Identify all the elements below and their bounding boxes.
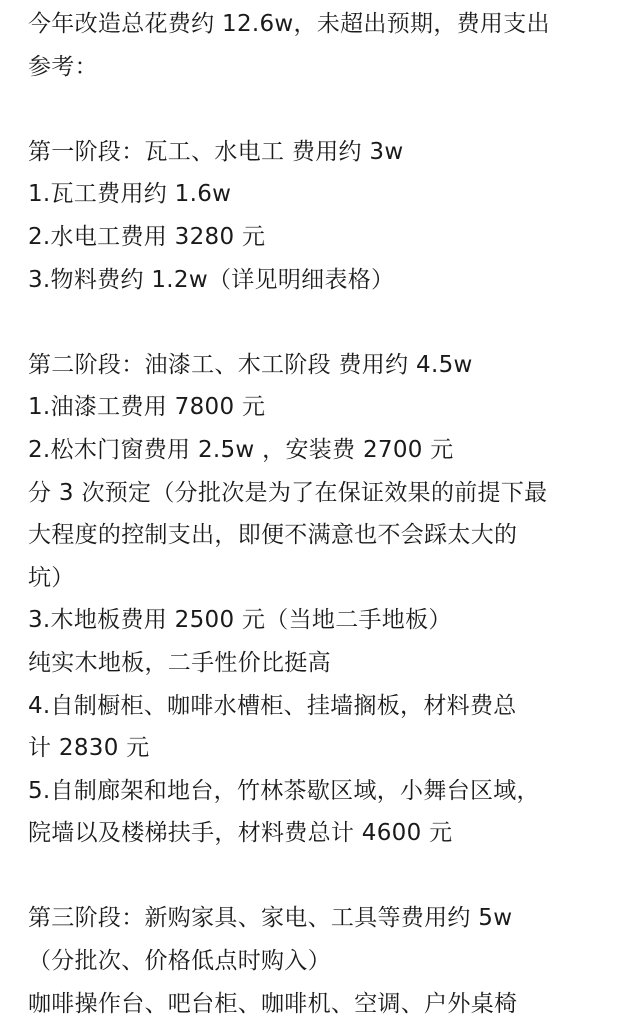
stage2-line-5: 坑）: [28, 564, 75, 591]
stage2-line-8: 4.自制橱柜、咖啡水槽柜、挂墙搁板，材料费总: [28, 692, 517, 719]
stage3-line-1: （分批次、价格低点时购入）: [28, 948, 331, 975]
stage2-line-1: 1.油漆工费用 7800 元: [28, 394, 266, 421]
stage1-item-2: 2.水电工费用 3280 元: [28, 223, 266, 250]
paragraph-spacer: [28, 88, 628, 131]
stage2-line-2: 2.松木门窗费用 2.5w ，安装费 2700 元: [28, 436, 454, 463]
stage2-line-11: 院墙以及楼梯扶手，材料费总计 4600 元: [28, 820, 453, 847]
stage2-line-3: 分 3 次预定（分批次是为了在保证效果的前提下最: [28, 479, 548, 506]
stage2-line-10: 5.自制廊架和地台，竹林茶歇区域，小舞台区域，: [28, 777, 540, 804]
stage2-line-6: 3.木地板费用 2500 元（当地二手地板）: [28, 607, 452, 634]
stage2-line-7: 纯实木地板，二手性价比挺高: [28, 649, 331, 676]
paragraph-spacer: [28, 855, 628, 898]
stage1-item-1: 1.瓦工费用约 1.6w: [28, 181, 232, 208]
stage2-title: 第二阶段：油漆工、木工阶段 费用约 4.5w: [28, 351, 473, 378]
stage1-title: 第一阶段：瓦工、水电工 费用约 3w: [28, 138, 404, 165]
intro-line-1: 今年改造总花费约 12.6w，未超出预期，费用支出: [28, 11, 550, 37]
paragraph-spacer: [28, 301, 628, 344]
stage3-title: 第三阶段：新购家具、家电、工具等费用约 5w: [28, 905, 513, 932]
stage1-item-3: 3.物料费约 1.2w（详见明细表格）: [28, 266, 395, 293]
intro-line-2: 参考：: [28, 53, 98, 80]
stage3-line-2: 咖啡操作台、吧台柜、咖啡机、空调、户外桌椅: [28, 990, 518, 1017]
stage2-line-4: 大程度的控制支出，即便不满意也不会踩太大的: [28, 522, 518, 549]
stage2-line-9: 计 2830 元: [28, 735, 150, 762]
